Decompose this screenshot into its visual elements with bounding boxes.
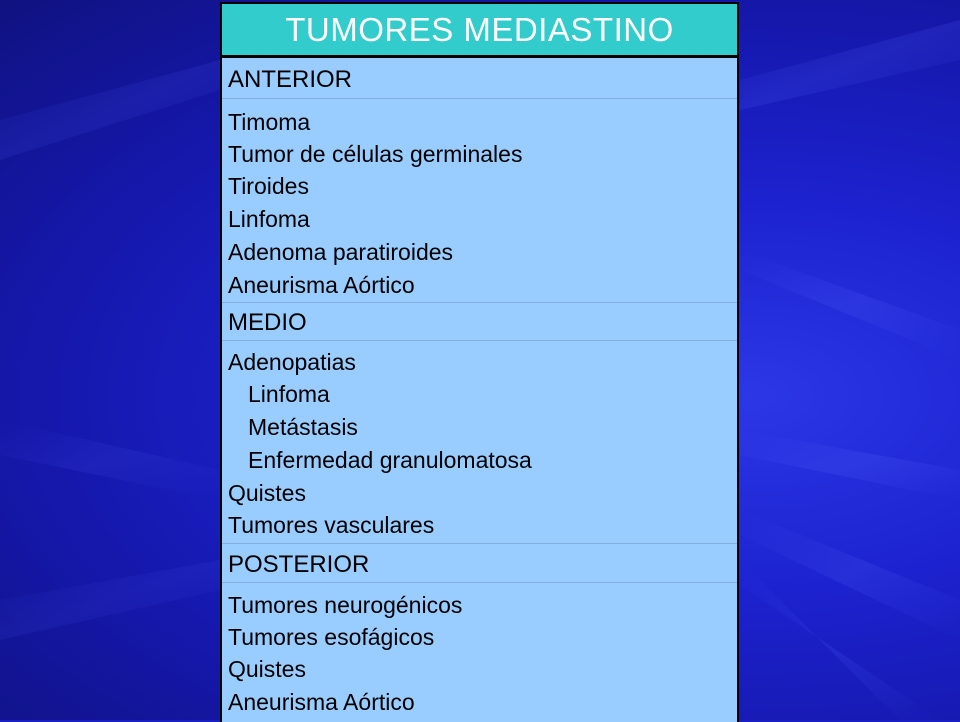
section-divider: [222, 582, 737, 583]
list-item: Aneurisma Aórtico: [228, 272, 415, 298]
list-item: Adenopatias: [228, 349, 356, 375]
list-item: Tiroides: [228, 173, 309, 199]
section-heading-medio: MEDIO: [228, 309, 307, 336]
list-item: Tumor de células germinales: [228, 141, 523, 167]
section-divider: [222, 340, 737, 341]
list-item: Enfermedad granulomatosa: [248, 447, 532, 473]
list-item: Tumores neurogénicos: [228, 592, 463, 618]
list-item: Adenoma paratiroides: [228, 239, 454, 265]
section-heading-posterior: POSTERIOR: [228, 551, 370, 578]
slide-title: TUMORES MEDIASTINO: [285, 10, 674, 48]
list-item: Metástasis: [248, 414, 358, 440]
list-item: Tumores esofágicos: [228, 624, 435, 650]
section-divider: [222, 543, 737, 544]
list-item: Tumores vasculares: [228, 512, 435, 538]
list-item: Linfoma: [228, 206, 310, 232]
title-box: [220, 2, 739, 57]
section-divider: [222, 98, 737, 99]
section-divider: [222, 302, 737, 303]
section-heading-anterior: ANTERIOR: [228, 66, 353, 93]
list-item: Quistes: [228, 480, 306, 506]
content-box: [220, 56, 739, 722]
list-item: Aneurisma Aórtico: [228, 689, 415, 715]
list-item: Quistes: [228, 656, 306, 682]
list-item: Timoma: [228, 109, 311, 135]
list-item: Linfoma: [248, 381, 330, 407]
